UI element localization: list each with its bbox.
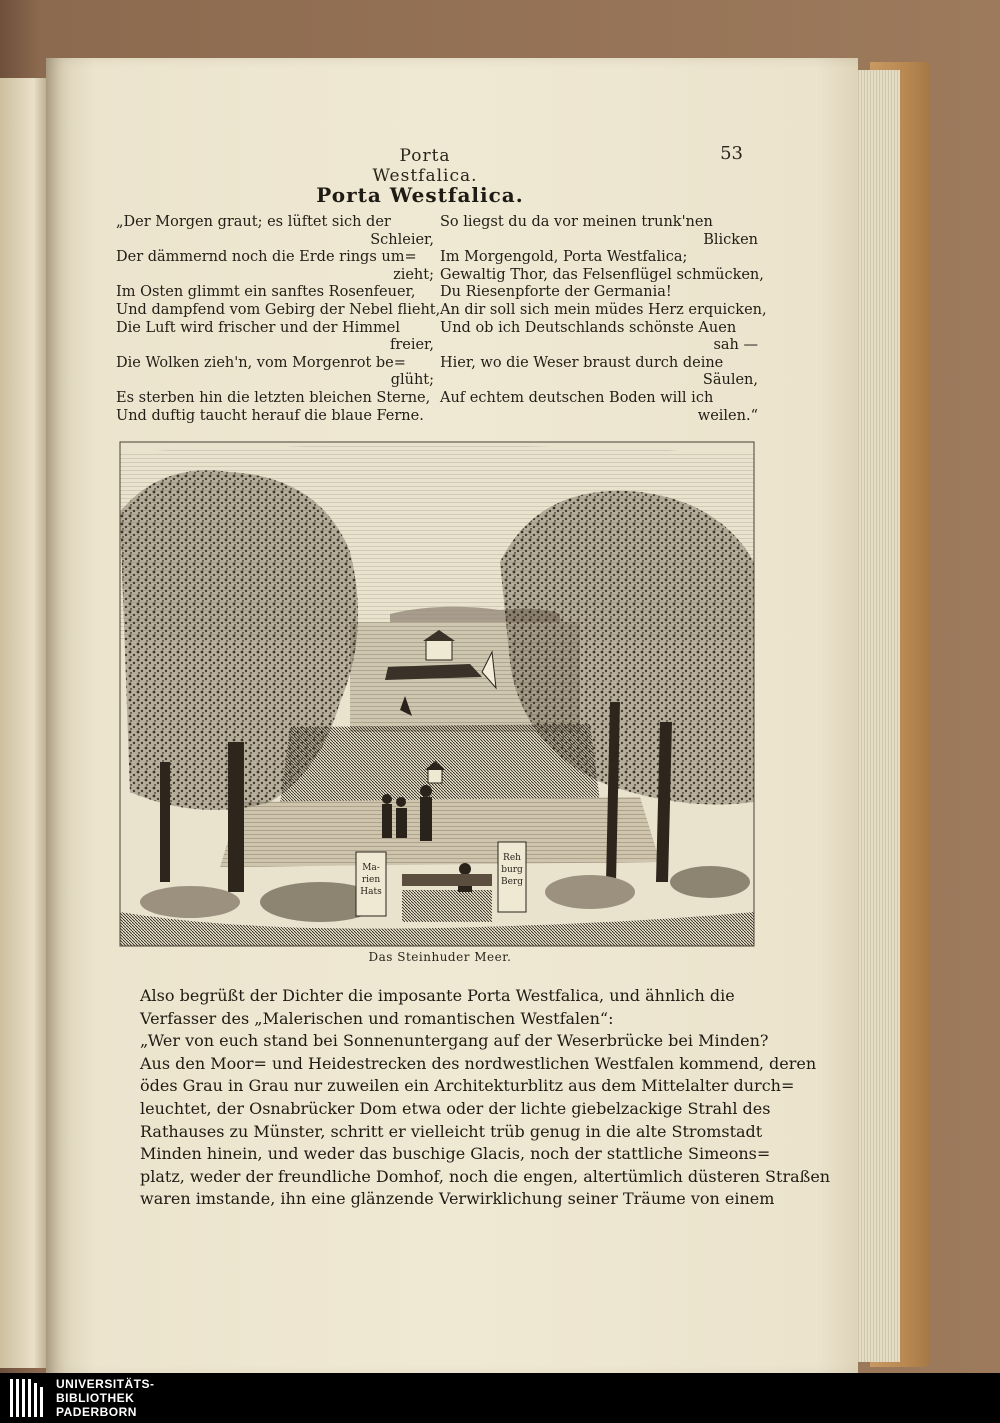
prose-line: Aus den Moor= und Heidestrecken des nordwestlichen Westfalen kommend, deren bbox=[140, 1053, 817, 1073]
poem-line: weilen.“ bbox=[697, 407, 758, 424]
poem-line: Schleier, bbox=[370, 231, 434, 248]
poem-line: Im Osten glimmt ein sanftes Rosenfeuer, bbox=[116, 284, 416, 301]
prose-line: leuchtet, der Osnabrücker Dom etwa oder der lichte giebelzackige Strahl des bbox=[140, 1098, 771, 1118]
prose-line: platz, weder der freundliche Domhof, noch die engen, altertümlich düsteren Straßen bbox=[140, 1166, 831, 1186]
poem-line: glüht; bbox=[390, 372, 434, 389]
logo-line-3: PADERBORN bbox=[56, 1405, 137, 1419]
poem-line: sah — bbox=[713, 337, 758, 354]
prose-line: Rathauses zu Münster, schritt er vielleicht trüb genug in die alte Stromstadt bbox=[140, 1121, 763, 1141]
library-logo-icon bbox=[8, 1377, 48, 1419]
poem-line: Die Wolken zieh'n, vom Morgenrot be= bbox=[116, 354, 406, 371]
poem-line: Und duftig taucht herauf die blaue Ferne. bbox=[116, 407, 424, 424]
prose-body bbox=[140, 985, 831, 1211]
poem-line: Die Luft wird frischer und der Himmel bbox=[116, 319, 401, 336]
sign-left-line3: Hats bbox=[360, 887, 382, 897]
poem-line: Im Morgengold, Porta Westfalica; bbox=[440, 249, 688, 266]
running-header: Porta Westfalica. bbox=[372, 146, 478, 186]
poem-line: Gewaltig Thor, das Felsenflügel schmücken, bbox=[440, 266, 764, 283]
poem-line: An dir soll sich mein müdes Herz erquicken, bbox=[440, 301, 767, 318]
prose-line: ödes Grau in Grau nur zuweilen ein Architekturblitz aus dem Mittelalter durch= bbox=[140, 1076, 795, 1096]
prose-line: Verfasser des „Malerischen und romantischen Westfalen“: bbox=[140, 1008, 614, 1028]
poem-line: Säulen, bbox=[702, 372, 758, 389]
poem-line: Du Riesenpforte der Germania! bbox=[440, 284, 672, 301]
poem-line: Blicken bbox=[703, 231, 758, 248]
sign-right-line2: burg bbox=[501, 865, 523, 875]
sign-left-line1: Ma- bbox=[362, 863, 380, 873]
prose-line: Minden hinein, und weder das buschige Glacis, noch der stattliche Simeons= bbox=[140, 1144, 771, 1164]
poem-line: Und dampfend vom Gebirg der Nebel flieht, bbox=[116, 301, 441, 318]
prose-line: Also begrüßt der Dichter die imposante Porta Westfalica, und ähnlich die bbox=[140, 986, 735, 1005]
poem-line: freier, bbox=[389, 337, 434, 354]
sign-right-line3: Berg bbox=[500, 877, 524, 887]
sign-left-line2: rien bbox=[361, 875, 381, 885]
logo-line-1: UNIVERSITÄTS- bbox=[56, 1377, 155, 1391]
logo-line-2: BIBLIOTHEK bbox=[56, 1391, 135, 1405]
page-number: 53 bbox=[720, 143, 743, 164]
poem-column-right bbox=[440, 214, 767, 425]
poem-line: Und ob ich Deutschlands schönste Auen bbox=[440, 319, 737, 336]
facing-page-edge bbox=[0, 78, 48, 1368]
engraving-illustration bbox=[120, 442, 754, 946]
sign-right-line1: Reh bbox=[503, 853, 521, 863]
poem-line: So liegst du da vor meinen trunk'nen bbox=[440, 214, 713, 230]
poem-line: Der dämmernd noch die Erde rings um= bbox=[116, 249, 417, 266]
poem-line: zieht; bbox=[393, 266, 434, 283]
prose-line: waren imstande, ihn eine glänzende Verwirklichung seiner Träume von einem bbox=[140, 1189, 775, 1209]
prose-line: „Wer von euch stand bei Sonnenuntergang auf der Weserbrücke bei Minden? bbox=[140, 1031, 769, 1051]
poem-line: Auf echtem deutschen Boden will ich bbox=[440, 389, 714, 406]
library-logo-bar bbox=[0, 1373, 1000, 1423]
poem-line: „Der Morgen graut; es lüftet sich der bbox=[116, 214, 391, 230]
poem-line: Hier, wo die Weser braust durch deine bbox=[440, 354, 724, 371]
illustration-caption: Das Steinhuder Meer. bbox=[368, 950, 512, 964]
poem-column-left bbox=[116, 214, 441, 425]
library-logo-text bbox=[56, 1377, 155, 1419]
poem-title: Porta Westfalica. bbox=[316, 183, 524, 207]
poem-line: Es sterben hin die letzten bleichen Sterne, bbox=[116, 389, 431, 406]
